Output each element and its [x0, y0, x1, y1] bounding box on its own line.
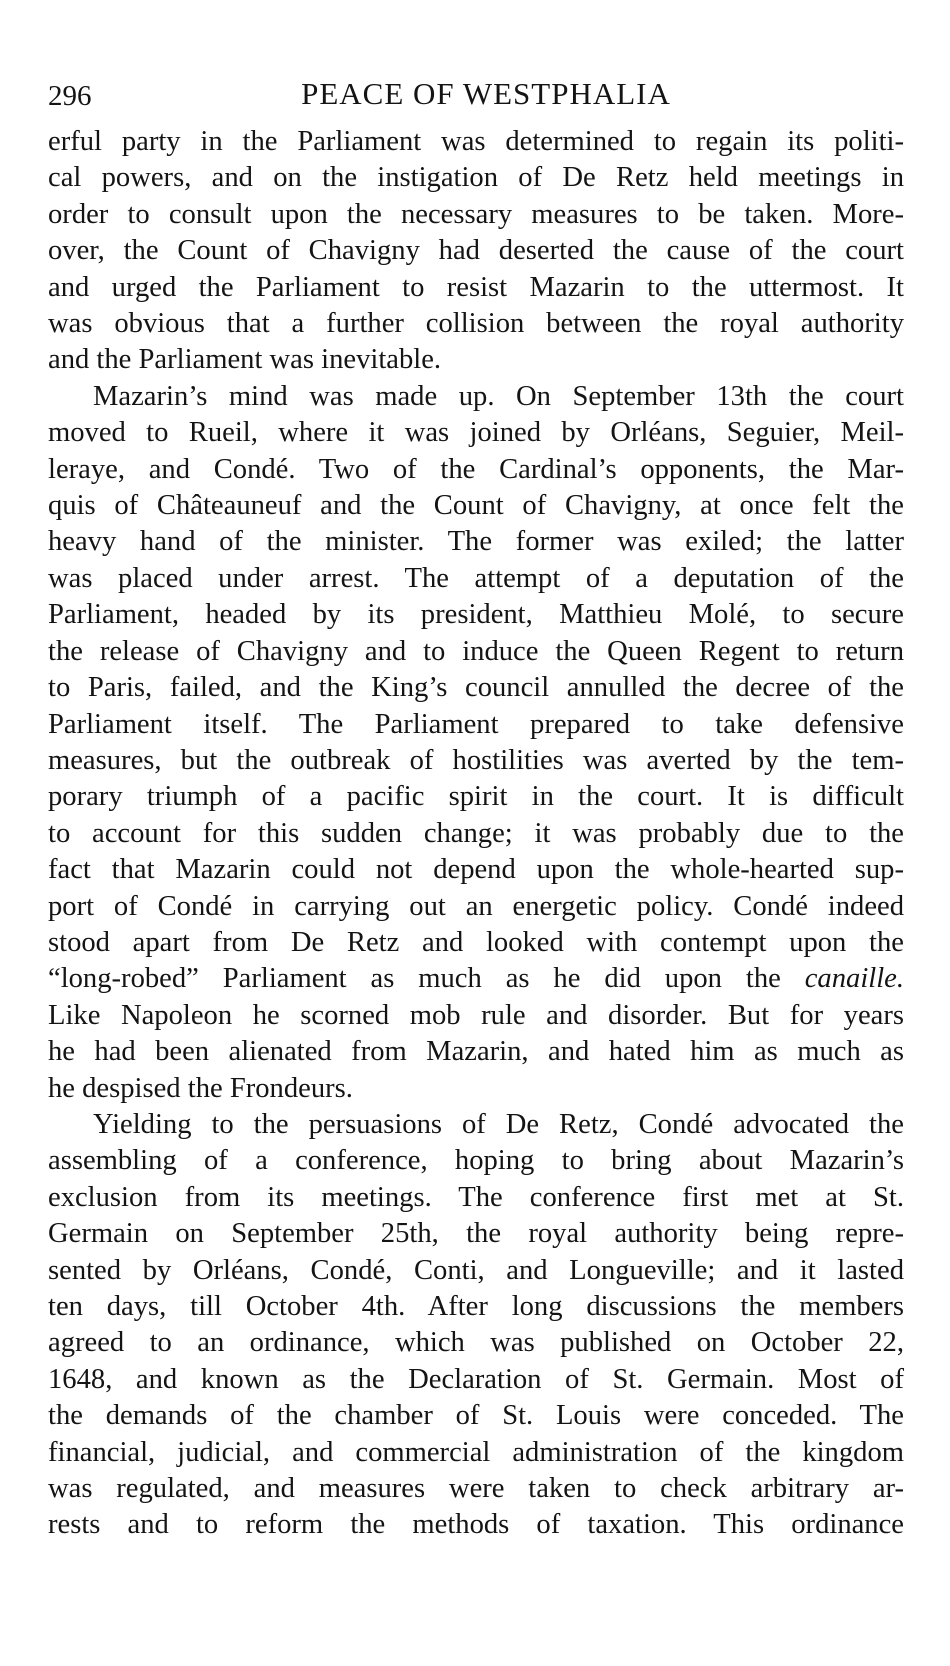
text-line: was obvious that a further collision between the royal authority	[48, 308, 904, 340]
text-line: port of Condé in carrying out an energetic policy. Condé indeed	[48, 890, 904, 922]
text-line: over, the Count of Chavigny had deserted the cause of the court	[48, 235, 904, 267]
text-line: exclusion from its meetings. The conference first met at St.	[48, 1181, 904, 1213]
paragraph-2	[48, 379, 904, 1107]
text-line: leraye, and Condé. Two of the Cardinal’s opponents, the Mar-	[48, 453, 904, 485]
text-line: moved to Rueil, where it was joined by Orléans, Seguier, Meil-	[48, 417, 904, 449]
text-line: Like Napoleon he scorned mob rule and disorder. But for years	[48, 999, 904, 1031]
text-line: ten days, till October 4th. After long discussions the members	[48, 1291, 904, 1322]
text-line: agreed to an ordinance, which was published on October 22,	[48, 1327, 904, 1359]
italic-word: canaille.	[804, 963, 904, 995]
text-line: erful party in the Parliament was determined to regain its politi-	[48, 126, 904, 157]
text-line: Parliament, headed by its president, Matthieu Molé, to secure	[48, 599, 904, 631]
text-line: to Paris, failed, and the King’s council annulled the decree of the	[48, 672, 904, 704]
text-segment: “long-robed” Parliament as much as he did upon the	[48, 963, 781, 995]
text-line: sented by Orléans, Condé, Conti, and Longueville; and it lasted	[48, 1254, 904, 1286]
text-line: rests and to reform the methods of taxation. This ordinance	[48, 1509, 904, 1541]
text-line: order to consult upon the necessary measures to be taken. More-	[48, 198, 904, 230]
text-line: the demands of the chamber of St. Louis were conceded. The	[48, 1400, 904, 1432]
text-line-with-italic	[48, 961, 904, 997]
text-line: fact that Mazarin could not depend upon the whole-hearted sup-	[48, 854, 904, 886]
text-line: porary triumph of a pacific spirit in the court. It is difficult	[48, 781, 904, 813]
text-line: Germain on September 25th, the royal authority being repre-	[48, 1218, 904, 1250]
page-number: 296	[48, 80, 92, 112]
running-title: PEACE OF WESTPHALIA	[301, 76, 671, 111]
text-line: cal powers, and on the instigation of De Retz held meetings in	[48, 162, 904, 194]
text-line: quis of Châteauneuf and the Count of Chavigny, at once felt the	[48, 490, 904, 522]
paragraph-3	[48, 1107, 904, 1544]
text-line: and urged the Parliament to resist Mazarin to the uttermost. It	[48, 271, 904, 303]
text-line: stood apart from De Retz and looked with contempt upon the	[48, 926, 904, 958]
running-head	[48, 70, 904, 118]
book-page	[48, 70, 904, 1544]
text-line: Parliament itself. The Parliament prepared to take defensive	[48, 708, 904, 740]
text-line: measures, but the outbreak of hostilities was averted by the tem-	[48, 744, 904, 776]
text-line: 1648, and known as the Declaration of St. Germain. Most of	[48, 1363, 904, 1395]
text-line: assembling of a conference, hoping to bring about Mazarin’s	[48, 1145, 904, 1177]
text-line: he despised the Frondeurs.	[48, 1072, 353, 1104]
text-line: was regulated, and measures were taken to check arbitrary ar-	[48, 1473, 904, 1505]
text-line: was placed under arrest. The attempt of a deputation of the	[48, 562, 904, 594]
text-line: financial, judicial, and commercial administration of the kingdom	[48, 1436, 904, 1468]
text-line: the release of Chavigny and to induce the Queen Regent to return	[48, 635, 904, 667]
text-line: he had been alienated from Mazarin, and hated him as much as	[48, 1036, 904, 1068]
text-line: and the Parliament was inevitable.	[48, 344, 442, 376]
body-text	[48, 124, 904, 1544]
text-line: heavy hand of the minister. The former was exiled; the latter	[48, 526, 904, 558]
text-line: Yielding to the persuasions of De Retz, Condé advocated the	[93, 1108, 904, 1140]
text-line: Mazarin’s mind was made up. On September 13th the court	[93, 380, 904, 412]
paragraph-1	[48, 124, 904, 379]
text-line: to account for this sudden change; it was probably due to the	[48, 817, 904, 849]
